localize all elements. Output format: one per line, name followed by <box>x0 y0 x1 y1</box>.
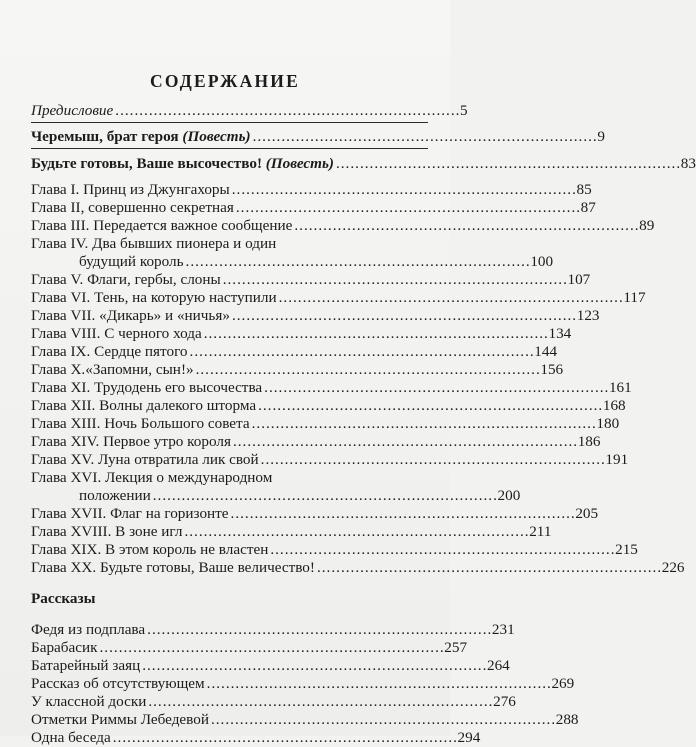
dot-leader <box>232 181 575 199</box>
entry-page: 107 <box>567 271 591 288</box>
entry-page: 144 <box>534 343 558 360</box>
dot-leader <box>223 271 566 289</box>
entry-page: 180 <box>596 415 620 432</box>
toc-entry[interactable] <box>31 235 554 271</box>
toc-entry[interactable] <box>31 451 629 469</box>
spacer <box>31 173 428 181</box>
entry-title-continued: положении <box>79 487 151 504</box>
toc-entry[interactable] <box>31 217 655 235</box>
entry-title: Федя из подплава <box>31 621 146 638</box>
page-title: СОДЕРЖАНИЕ <box>149 71 300 91</box>
entry-page: 294 <box>457 729 481 746</box>
entry-page: 269 <box>551 675 575 692</box>
dot-leader <box>294 217 637 235</box>
toc-entry[interactable] <box>31 675 575 693</box>
entry-page: 264 <box>486 657 510 674</box>
dot-leader <box>252 415 595 433</box>
toc-entry[interactable] <box>31 433 601 451</box>
entry-title: Глава IV. Два бывших пионера и один <box>31 235 277 252</box>
entry-continuation <box>31 487 521 505</box>
entry-page: 211 <box>529 523 552 540</box>
toc-entry-preface[interactable] <box>31 102 468 120</box>
entry-title: Глава XII. Волны далекого шторма <box>31 397 257 414</box>
entry-page: 168 <box>602 397 626 414</box>
dot-leader <box>190 343 533 361</box>
entry-title: Барабасик <box>31 639 98 656</box>
story-list <box>31 621 579 747</box>
entry-title: Глава III. Передается важное сообщение <box>31 217 293 234</box>
entry-title: Глава V. Флаги, гербы, слоны <box>31 271 221 288</box>
entry-title: Глава XI. Трудодень его высочества <box>31 379 263 396</box>
entry-title: Одна беседа <box>31 729 111 746</box>
dot-leader <box>115 102 458 120</box>
toc-entry[interactable] <box>31 621 515 639</box>
dot-leader <box>232 307 575 325</box>
entry-title: Глава VI. Тень, на которую наступили <box>31 289 277 306</box>
toc-entry[interactable] <box>31 559 685 577</box>
entry-page: 9 <box>597 128 605 145</box>
toc-entry[interactable] <box>31 693 516 711</box>
dot-leader <box>211 711 554 729</box>
dot-leader <box>317 559 660 577</box>
toc-entry[interactable] <box>31 469 521 505</box>
dot-leader <box>196 361 539 379</box>
dot-leader <box>336 155 679 173</box>
toc-entry[interactable] <box>31 505 599 523</box>
entry-title: Глава XV. Луна отвратила лик свой <box>31 451 259 468</box>
toc-entry-novella-2[interactable] <box>31 155 696 173</box>
toc-entry[interactable] <box>31 729 481 747</box>
entry-title: Глава VII. «Дикарь» и «ничья» <box>31 307 230 324</box>
dot-leader <box>186 253 529 271</box>
dot-leader <box>261 451 604 469</box>
entry-page: 123 <box>576 307 600 324</box>
spacer <box>31 609 428 621</box>
entry-genre: (Повесть) <box>182 128 251 145</box>
entry-page: 288 <box>555 711 579 728</box>
entry-page: 191 <box>605 451 629 468</box>
table-of-contents <box>31 102 696 747</box>
entry-page: 89 <box>639 217 655 234</box>
entry-title: У классной доски <box>31 693 147 710</box>
entry-title: Глава XIV. Первое утро короля <box>31 433 231 450</box>
toc-entry[interactable] <box>31 343 558 361</box>
entry-page: 161 <box>608 379 632 396</box>
entry-title: Будьте готовы, Ваше высочество! <box>31 155 262 172</box>
entry-title: Рассказ об отсутствующем <box>31 675 205 692</box>
entry-title: Глава IX. Сердце пятого <box>31 343 188 360</box>
toc-entry[interactable] <box>31 199 596 217</box>
toc-entry[interactable] <box>31 657 510 675</box>
entry-page: 186 <box>577 433 601 450</box>
toc-entry-novella-1[interactable] <box>31 128 605 146</box>
entry-title: Глава X.«Запомни, сын!» <box>31 361 194 378</box>
rule <box>31 148 428 149</box>
entry-title: Отметки Риммы Лебедевой <box>31 711 209 728</box>
toc-entry[interactable] <box>31 639 468 657</box>
toc-entry[interactable] <box>31 523 552 541</box>
toc-entry[interactable] <box>31 415 620 433</box>
dot-leader <box>147 621 490 639</box>
entry-title: Глава XIX. В этом король не властен <box>31 541 269 558</box>
toc-entry[interactable] <box>31 307 600 325</box>
toc-entry[interactable] <box>31 379 632 397</box>
dot-leader <box>264 379 607 397</box>
entry-page: 83 <box>680 155 696 172</box>
entry-page: 117 <box>623 289 646 306</box>
dot-leader <box>142 657 485 675</box>
toc-entry[interactable] <box>31 541 638 559</box>
entry-title: Глава II, совершенно секретная <box>31 199 234 216</box>
dot-leader <box>279 289 622 307</box>
dot-leader <box>184 523 527 541</box>
dot-leader <box>113 729 456 747</box>
toc-entry[interactable] <box>31 325 572 343</box>
toc-entry[interactable] <box>31 289 646 307</box>
entry-page: 231 <box>491 621 515 638</box>
toc-entry[interactable] <box>31 711 579 729</box>
dot-leader <box>148 693 491 711</box>
toc-entry[interactable] <box>31 361 564 379</box>
dot-leader <box>231 505 574 523</box>
entry-title: Глава VIII. С черного хода <box>31 325 202 342</box>
entry-page: 100 <box>530 253 554 270</box>
entry-page: 205 <box>575 505 599 522</box>
entry-page: 200 <box>497 487 521 504</box>
entry-page: 156 <box>540 361 564 378</box>
chapter-list <box>31 181 685 577</box>
entry-title: Глава XVII. Флаг на горизонте <box>31 505 229 522</box>
entry-title: Черемыш, брат героя <box>31 128 179 145</box>
entry-page: 85 <box>576 181 592 198</box>
entry-title: Глава XVIII. В зоне игл <box>31 523 183 540</box>
entry-title-continued: будущий король <box>79 253 184 270</box>
entry-page: 87 <box>580 199 596 216</box>
dot-leader <box>258 397 601 415</box>
entry-title: Глава XX. Будьте готовы, Ваше величество! <box>31 559 315 576</box>
dot-leader <box>207 675 550 693</box>
entry-title: Глава I. Принц из Джунгахоры <box>31 181 230 198</box>
entry-continuation <box>31 253 554 271</box>
dot-leader <box>236 199 579 217</box>
rule <box>31 122 428 123</box>
entry-genre: (Повесть) <box>265 155 334 172</box>
entry-page: 134 <box>548 325 572 342</box>
dot-leader <box>233 433 576 451</box>
entry-page: 276 <box>493 693 516 710</box>
dot-leader <box>270 541 613 559</box>
entry-page: 226 <box>661 559 685 576</box>
entry-title: Батарейный заяц <box>31 657 141 674</box>
entry-title: Глава XIII. Ночь Большого совета <box>31 415 250 432</box>
entry-page: 257 <box>444 639 468 656</box>
dot-leader <box>153 487 496 505</box>
stories-heading: Рассказы <box>31 590 96 607</box>
dot-leader <box>100 639 443 657</box>
entry-title: Глава XVI. Лекция о международном <box>31 469 273 486</box>
dot-leader <box>253 128 596 146</box>
spacer <box>31 577 428 589</box>
entry-page: 5 <box>460 102 468 119</box>
entry-title: Предисловие <box>31 102 114 119</box>
toc-entry[interactable] <box>31 271 591 289</box>
toc-entry[interactable] <box>31 181 592 199</box>
dot-leader <box>204 325 547 343</box>
entry-page: 215 <box>615 541 638 558</box>
toc-entry[interactable] <box>31 397 626 415</box>
